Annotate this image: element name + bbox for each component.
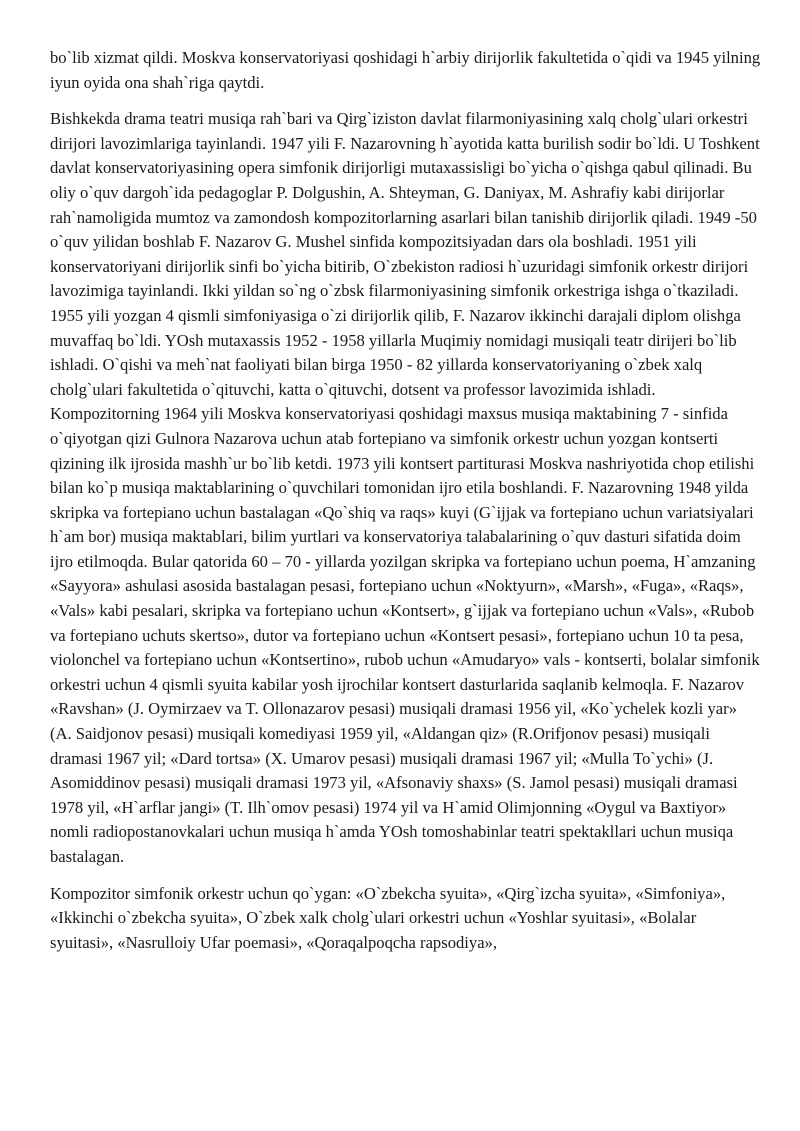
paragraph-2: Bishkekda drama teatri musiqa rah`bari va Qirg`iziston davlat filarmoniyasining xalq cholg`ulari orkestri dirijori lavozimlariga tayinlandi. 1947 yili F. Nazarovning h`ayotida katta burilish sodir bo`ldi. U Toshkent davlat konservatoriyasining opera simfonik dirijorligi mutaxassisligi bo`yicha o`qishga qabul qilinadi. Bu oliy o`quv dargoh`ida pedagoglar P. Dolgushin, A. Shteyman, G. Daniyax, M. Ashrafiy kabi dirijorlar rah`namoligida mumtoz va zamondosh kompozitorlarning asarlari bilan tanishib dirijorlik qiladi. 1949 -50 o`quv yilidan boshlab F. Nazarov G. Mushel sinfida kompozitsiyadan dars ola boshladi. 1951 yili konservatoriyani dirijorlik sinfi bo`yicha bitirib, O`zbekiston radiosi h`uzuridagi simfonik orkestr dirijori lavozimiga tayinlandi. Ikki yildan so`ng o`zbsk filarmoniyasining simfonik orkestriga ishga o`tkaziladi. 1955 yili yozgan 4 qismli simfoniyasiga o`zi dirijorlik qilib, F. Nazarov ikkinchi darajali diplom olishga muvaffaq bo`ldi. YOsh mutaxassis 1952 - 1958 yillarla Muqimiy nomidagi musiqali teatr dirijeri bo`lib ishladi. O`qishi va meh`nat faoliyati bilan birga 1950 - 82 yillarda konservatoriyaning o`zbek xalq cholg`ulari fakultetida o`qituvchi, katta o`qituvchi, dotsent va professor lavozimida ishladi. Kompozitorning 1964 yili Moskva konservatoriyasi qoshidagi maxsus musiqa maktabining 7 - sinfida o`qiyotgan qizi Gulnora Nazarova uchun atab fortepiano va simfonik orkestr uchun yozgan kontserti qizining ilk ijrosida mashh`ur bo`lib ketdi. 1973 yili kontsert partiturasi Moskva nashriyotida chop etilishi bilan ko`p musiqa maktablarining o`quvchilari tomonidan ijro etila boshlandi. F. Nazarovning 1948 yilda skripka va fortepiano uchun bastalagan «Qo`shiq va raqs» kuyi (G`ijjak va fortepiano uchun variatsiyalari h`am bor) musiqa maktablari, bilim yurtlari va konservatoriya talabalarining o`quv dasturi sifatida doim ijro etilmoqda. Bular qatorida 60 – 70 - yillarda yozilgan skripka va fortepiano uchun poema, H`amzaning «Sayyora» ashulasi asosida bastalagan pesasi, fortepiano uchun «Noktyurn», «Marsh», «Fuga», «Raqs», «Vals» kabi pesalari, skripka va fortepiano uchun «Kontsert», g`ijjak va fortepiano uchun «Vals», «Rubob va fortepiano uchuts skertso», dutor va fortepiano uchun «Kontsert pesasi», fortepiano uchun 10 ta pesa, violonchel va fortepiano uchun «Kontsertino», rubob uchun «Amudaryo» vals - kontserti, bolalar simfonik orkestri uchun 4 qismli syuita kabilar yosh ijrochilar kontsert dasturlarida saqlanib kelmoqla. F. Nazarov «Ravshan» (J. Oymirzaev va T. Ollonazarov pesasi) musiqali dramasi 1956 yil, «Ko`ychelek kozli yar» (A. Saidjonov pesasi) musiqali komediyasi 1959 yil, «Aldangan qiz» (R.Orifjonov pesasi) musiqali dramasi 1967 yil; «Dard tortsa» (X. Umarov pesasi) musiqali dramasi 1967 yil; «Mulla To`ychi» (J. Asomiddinov pesasi) musiqali dramasi 1973 yil, «Afsonaviy shaxs» (S. Jamol pesasi) musiqali dramasi 1978 yil, «H`arflar jangi» (T. Ilh`omov pesasi) 1974 yil va H`amid Olimjonning «Oygul va Baxtiyor» nomli radiopostanovkalari uchun musiqa h`amda YOsh tomoshabinlar teatri spektakllari uchun musiqa bastalagan. xyxy=(50,109,760,866)
document-page xyxy=(50,46,762,967)
paragraph-3: Kompozitor simfonik orkestr uchun qo`ygan: «O`zbekcha syuita», «Qirg`izcha syuita», «Simfoniya», «Ikkinchi o`zbekcha syuita», O`zbek xalk cholg`ulari orkestri uchun «Yoshlar syuitasi», «Bolalar syuitasi», «Nasrulloiy Ufar poemasi», «Qoraqalpoqcha rapsodiya», xyxy=(50,883,726,952)
paragraph-1: bo`lib xizmat qildi. Moskva konservatoriyasi qoshidagi h`arbiy dirijorlik fakultetida o`qidi va 1945 yilning iyun oyida ona shah`riga qaytdi. xyxy=(50,48,761,92)
